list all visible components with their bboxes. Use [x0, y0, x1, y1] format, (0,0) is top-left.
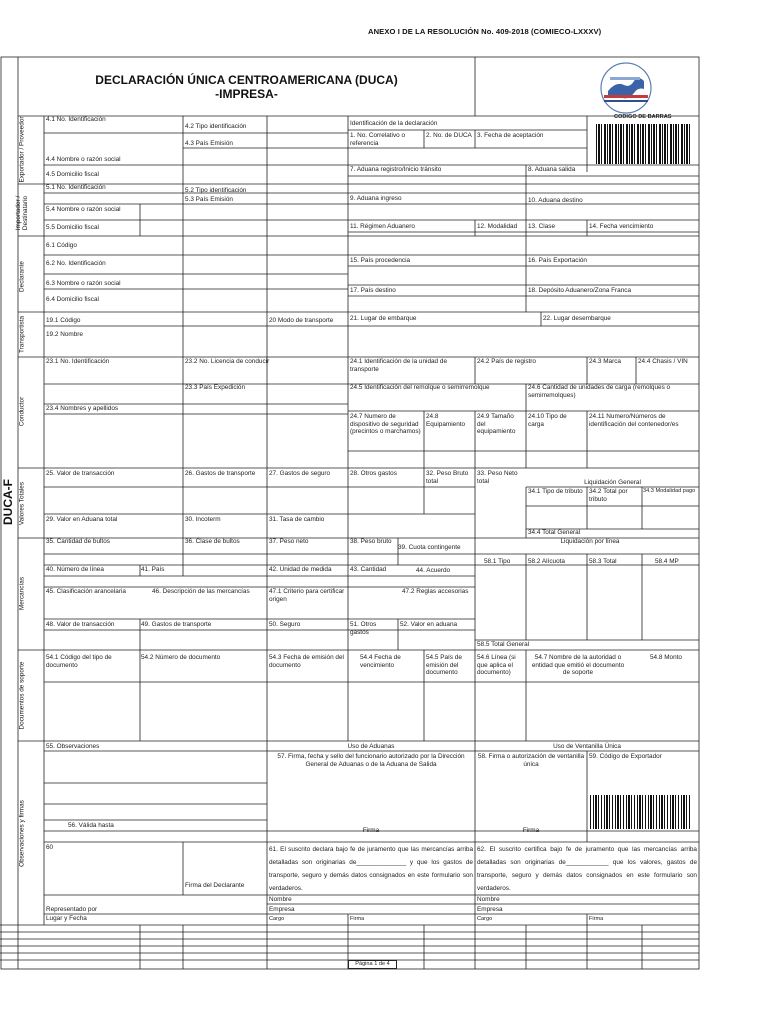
nombre-ventanilla: Nombre [477, 896, 500, 903]
field-23-4: 23.4 Nombres y apellidos [46, 405, 119, 412]
field-21: 21. Lugar de embarque [350, 315, 417, 322]
field-ident-declaracion: Identificación de la declaración [350, 120, 438, 127]
field-24-1: 24.1 Identificación de la unidad de transporte [350, 358, 449, 373]
section-valores: Valores Totales [18, 481, 26, 526]
field-19-1: 19.1 Código [46, 317, 81, 324]
section-observaciones: Observaciones y firmas [18, 800, 26, 867]
field-8: 8. Aduana salida [528, 166, 576, 173]
barcode-label: CODIGO DE BARRAS [614, 114, 672, 120]
field-24-5: 24.5 Identificación del remolque o semirremolque [350, 384, 490, 391]
field-33: 33. Peso Neto total [477, 470, 520, 485]
field-54-3: 54.3 Fecha de emisión del documento [269, 654, 346, 669]
field-45: 45. Clasificación arancelaria [46, 588, 126, 595]
field-58-1: 58.1 Tipo [484, 558, 511, 565]
field-5-1: 5.1 No. Identificación [46, 184, 106, 191]
field-42: 42. Unidad de medida [269, 566, 332, 573]
liquidacion-linea: Liquidación por línea [560, 538, 620, 545]
lugar-fecha: Lugar y Fecha [46, 915, 87, 922]
form-title-line1: DECLARACIÓN ÚNICA CENTROAMERICANA (DUCA) [95, 73, 398, 87]
field-57: 57. Firma, fecha y sello del funcionario autorizado por la Dirección General de Aduanas o de la Aduana de Salida [277, 753, 467, 768]
section-documentos: Documentos de soporte [18, 661, 26, 730]
firma-aduana-2: Firma [350, 916, 365, 922]
field-50: 50. Seguro [269, 621, 301, 628]
page-number: Página 1 de 4 [355, 961, 390, 967]
field-4-1: 4.1 No. Identificación [46, 116, 106, 123]
field-12: 12. Modalidad [477, 223, 518, 230]
field-54-4: 54.4 Fecha de vencimiento [360, 654, 403, 669]
field-6-4: 6.4 Domicilio fiscal [46, 296, 99, 303]
field-16: 16. País Exportación [528, 257, 587, 264]
field-7: 7. Aduana registro/Inicio tránsito [350, 166, 442, 173]
section-transportista: Transportista [18, 315, 26, 354]
section-declarante: Declarante [18, 261, 26, 292]
field-10: 10. Aduana destino [528, 197, 583, 204]
field-47-1: 47.1 Criterio para certificar origen [269, 588, 347, 603]
field-4-4: 4.4 Nombre o razón social [46, 156, 121, 163]
cargo-aduana: Cargo [269, 916, 285, 922]
form-title-line2: -IMPRESA- [215, 87, 278, 101]
field-24-11: 24.11 Numero/Números de identificación del contenedor/es [589, 413, 679, 428]
firma-declarante: Firma del Declarante [185, 882, 245, 889]
field-62: 62. El suscrito certifica bajo fe de juramento que las mercancías arriba detalladas son originarias de____________ que los valores, gastos de transporte, seguro y demás datos consignados en este formulario son verdaderos. [477, 846, 699, 892]
field-54-2: 54.2 Número de documento [141, 654, 221, 661]
field-19-2: 19.2 Nombre [46, 331, 83, 338]
cargo-ventanilla: Cargo [477, 916, 493, 922]
field-34-1: 34.1 Tipo de tributo [528, 488, 583, 495]
form-title [18, 73, 475, 101]
field-29: 29. Valor en Aduana total [46, 516, 118, 523]
field-11: 11. Régimen Aduanero [350, 223, 415, 230]
firma-ventanilla-2: Firma [589, 916, 604, 922]
field-24-9: 24.9 Tamaño del equipamiento [477, 413, 516, 436]
field-24-7: 24.7 Numero de dispositivo de seguridad (precintos o marchamos) [350, 413, 421, 436]
duca-f-label: DUCA-F [1, 479, 15, 525]
field-9: 9. Aduana ingreso [350, 195, 402, 202]
field-24-4: 24.4 Chasis / VIN [638, 358, 688, 365]
barcode-top [596, 124, 692, 164]
field-4-2: 4.2 Tipo identificación [185, 123, 247, 130]
field-26: 26. Gastos de transporte [185, 470, 256, 477]
firma-ventanilla: Firma [522, 827, 540, 834]
field-49: 49. Gastos de transporte [141, 621, 212, 628]
field-43: 43. Cantidad [350, 566, 387, 573]
field-4-3: 4.3 País Emisión [185, 140, 233, 147]
field-54-8: 54.8 Monto [650, 654, 682, 661]
field-58: 58. Firma o autorización de ventanilla única [477, 753, 586, 768]
field-6-2: 6.2 No. Identificación [46, 260, 106, 267]
firma-aduanas: Firma [362, 827, 380, 834]
field-52: 52. Valor en aduana [400, 621, 458, 628]
field-23-3: 23.3 País Expedición [185, 384, 246, 391]
field-51: 51. Otros gastos [350, 621, 379, 636]
field-54-7: 54.7 Nombre de la autoridad o entidad que emitió el documento de soporte [531, 654, 626, 677]
field-2: 2. No. de DUCA [426, 132, 472, 139]
field-3: 3. Fecha de aceptación [477, 132, 544, 139]
field-54-5: 54.5 País de emisión del documento [426, 654, 464, 677]
field-23-1: 23.1 No. Identificación [46, 358, 110, 365]
field-15: 15. País procedencia [350, 257, 411, 264]
field-58-4: 58.4 MP [655, 558, 679, 565]
field-31: 31. Tasa de cambio [269, 516, 325, 523]
field-25: 25. Valor de transacción [46, 470, 115, 477]
barcode-bottom [590, 795, 690, 829]
field-20: 20 Modo de transporte [269, 317, 334, 324]
field-30: 30. Incoterm [185, 516, 221, 523]
uso-ventanilla: Uso de Ventanilla Única [553, 743, 621, 750]
field-38: 38. Peso bruto [350, 538, 392, 545]
field-48: 48. Valor de transacción [46, 621, 115, 628]
field-13: 13. Clase [528, 223, 555, 230]
field-14: 14. Fecha vencimiento [589, 223, 654, 230]
nombre-aduana: Nombre [269, 896, 292, 903]
representado-por: Representado por [46, 906, 98, 913]
field-5-4: 5.4 Nombre o razón social [46, 206, 121, 213]
field-22: 22. Lugar desembarque [543, 315, 611, 322]
section-conductor: Conductor [18, 396, 26, 427]
field-34-3: 34.3 Modalidad pago [643, 488, 696, 494]
field-41: 41. País [141, 566, 165, 573]
field-24-10: 24.10 Tipo de carga [528, 413, 569, 428]
field-32: 32. Peso Bruto total [426, 470, 471, 485]
field-55: 55. Observaciones [46, 743, 100, 750]
field-56: 56. Válida hasta [68, 822, 114, 829]
field-1: 1. No. Correlativo o referencia [350, 132, 407, 147]
field-5-3: 5.3 País Emisión [185, 196, 233, 203]
sieca-logo [590, 61, 662, 115]
field-46: 46. Descripción de las mercancías [152, 588, 250, 595]
field-34-2: 34.2 Total por tributo [589, 488, 630, 503]
field-54-6: 54.6 Línea (si que aplica el documento) [477, 654, 518, 677]
field-59: 59. Código de Exportador [589, 753, 662, 760]
field-5-5: 5.5 Domicilio fiscal [46, 224, 99, 231]
annex-reference: ANEXO I DE LA RESOLUCIÓN No. 409-2018 (COMIECO-LXXXV) [368, 27, 602, 36]
field-24-2: 24.2 País de registro [477, 358, 536, 365]
field-23-2: 23.2 No. Licencia de conducir [185, 358, 270, 365]
section-mercancias: Mercancías [18, 576, 26, 611]
field-24-3: 24.3 Marca [589, 358, 621, 365]
field-27: 27. Gastos de seguro [269, 470, 331, 477]
field-24-6: 24.6 Cantidad de unidades de carga (remolques o semirremolques) [528, 384, 672, 399]
uso-aduanas: Uso de Aduanas [347, 743, 395, 750]
empresa-aduana: Empresa [269, 906, 295, 913]
section-importador: Importador / Destinatario [15, 195, 29, 231]
field-58-2: 58.2 Alícuota [528, 558, 565, 565]
field-35: 35. Cantidad de bultos [46, 538, 110, 545]
field-61: 61. El suscrito declara bajo fe de juramento que las mercancías arriba detalladas son originarias de______________ y que los gastos de transporte, seguro y demás datos consignados en este formulario son verdaderos. [269, 846, 475, 892]
field-24-8: 24.8 Equipamiento [426, 413, 466, 428]
field-6-3: 6.3 Nombre o razón social [46, 280, 121, 287]
field-28: 28. Otros gastos [350, 470, 397, 477]
liquidacion-general: Liquidación General [584, 479, 641, 486]
empresa-ventanilla: Empresa [477, 906, 503, 913]
field-58-5: 58.5 Total General [477, 641, 530, 648]
field-40: 40. Número de línea [46, 566, 104, 573]
field-60: 60 [46, 844, 54, 851]
field-37: 37. Peso neto [269, 538, 309, 545]
field-18: 18. Depósito Aduanero/Zona Franca [528, 287, 632, 294]
field-39: 39. Cuota contingente [398, 544, 461, 551]
field-17: 17. País destino [350, 287, 396, 294]
field-34-4: 34.4 Total General [528, 529, 581, 536]
field-44: 44. Acuerdo [416, 567, 451, 574]
section-exportador: Exportador / Proveedor [18, 116, 26, 183]
field-6-1: 6.1 Código [46, 242, 77, 249]
field-4-5: 4.5 Domicilio fiscal [46, 171, 99, 178]
field-54-1: 54.1 Código del tipo de documento [46, 654, 114, 669]
field-5-2: 5.2 Tipo identificación [185, 187, 247, 194]
field-36: 36. Clase de bultos [185, 538, 240, 545]
field-58-3: 58.3 Total [589, 558, 617, 565]
field-47-2: 47.2 Reglas accesorias [402, 588, 469, 595]
